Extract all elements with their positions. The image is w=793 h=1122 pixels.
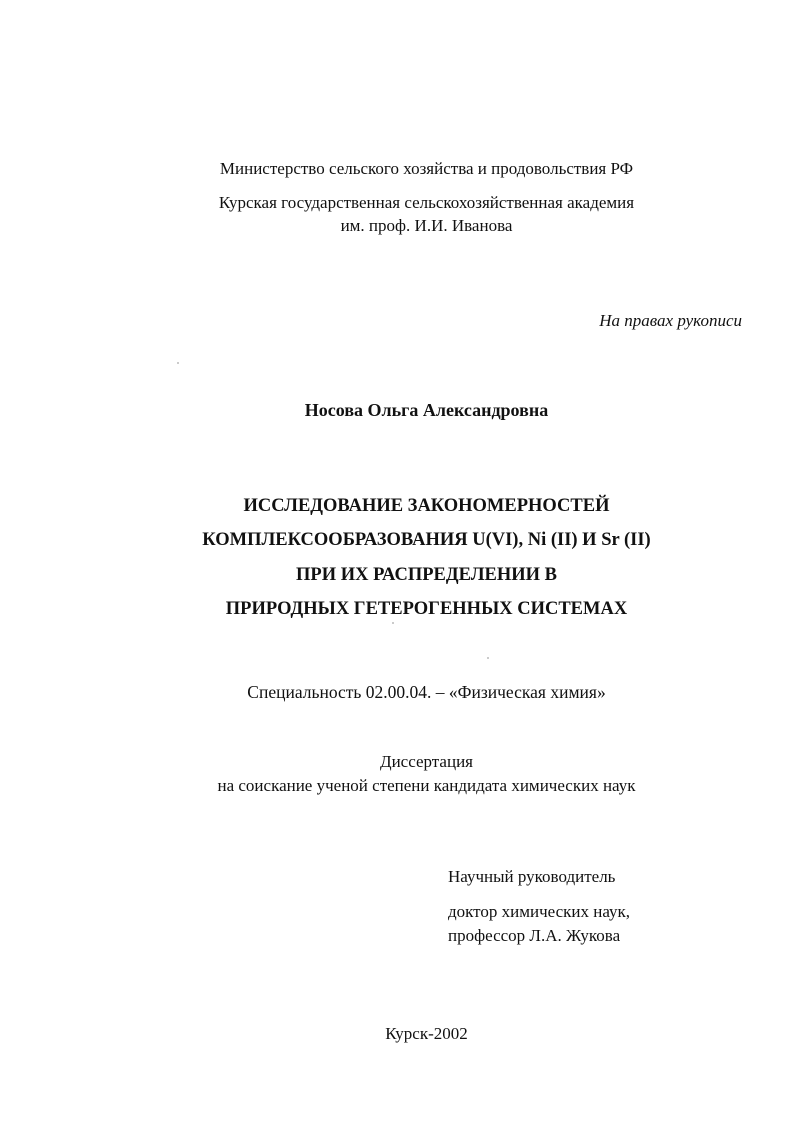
dissertation-title-line: ПРИ ИХ РАСПРЕДЕЛЕНИИ В bbox=[296, 565, 557, 585]
city-year: Курск-2002 bbox=[385, 1024, 468, 1043]
scan-speck bbox=[487, 657, 489, 659]
scan-speck bbox=[177, 362, 179, 364]
manuscript-rights-note: На правах рукописи bbox=[599, 311, 742, 330]
author-name: Носова Ольга Александровна bbox=[304, 400, 549, 420]
advisor-degree: доктор химических наук, bbox=[448, 902, 631, 921]
advisor-name: профессор Л.А. Жукова bbox=[448, 926, 621, 945]
document-type: Диссертация bbox=[379, 752, 473, 771]
academy-name: Курская государственная сельскохозяйственная академия bbox=[218, 193, 635, 212]
scan-speck bbox=[392, 622, 394, 624]
dissertation-title-line: ПРИРОДНЫХ ГЕТЕРОГЕННЫХ СИСТЕМАХ bbox=[225, 599, 628, 619]
ministry-name: Министерство сельского хозяйства и продовольствия РФ bbox=[219, 159, 634, 178]
advisor-label: Научный руководитель bbox=[448, 867, 616, 886]
specialty-code: Специальность 02.00.04. – «Физическая химия» bbox=[247, 682, 606, 702]
dissertation-title-line: КОМПЛЕКСООБРАЗОВАНИЯ U(VI), Ni (II) И Sr (II) bbox=[202, 530, 651, 550]
academy-honorific: им. проф. И.И. Иванова bbox=[340, 216, 513, 235]
dissertation-title-line: ИССЛЕДОВАНИЕ ЗАКОНОМЕРНОСТЕЙ bbox=[243, 496, 610, 516]
degree-sought: на соискание ученой степени кандидата химических наук bbox=[217, 776, 636, 795]
